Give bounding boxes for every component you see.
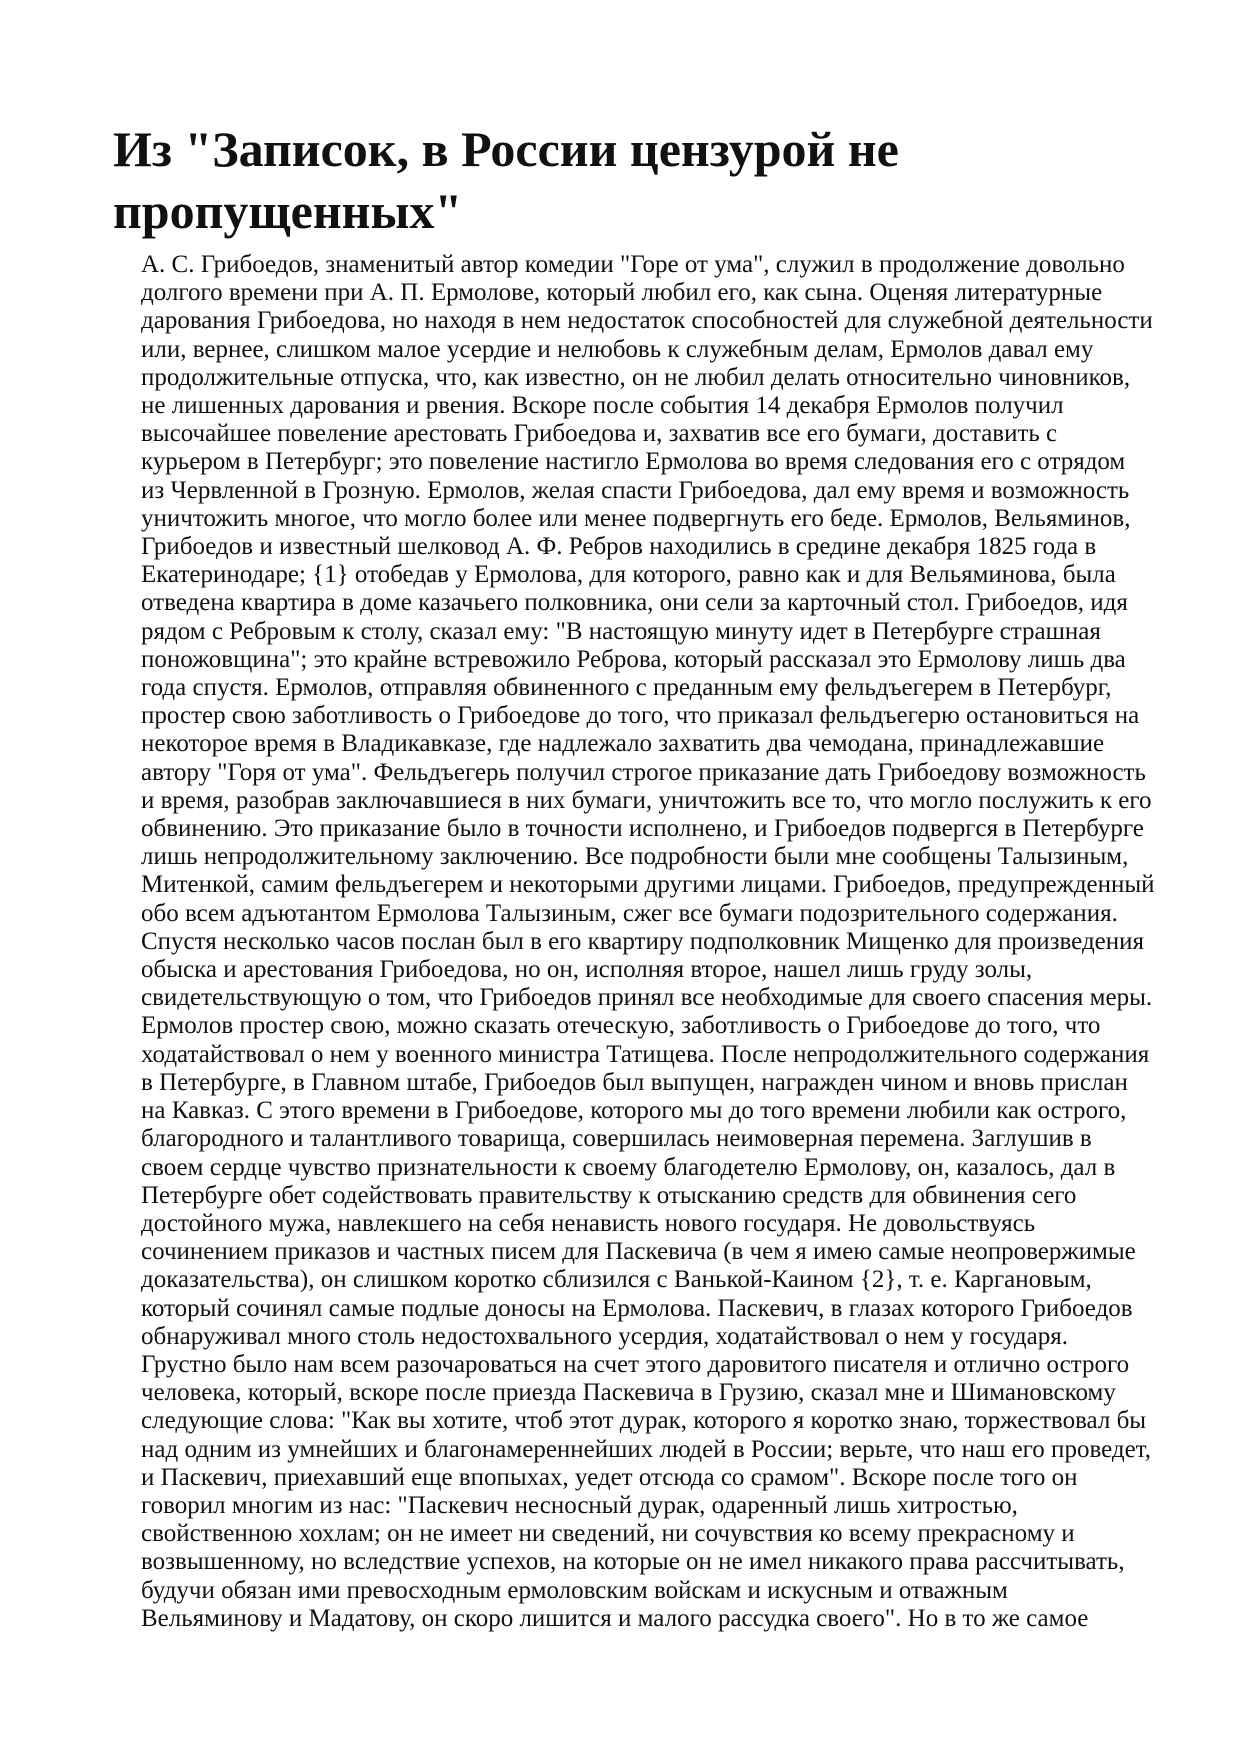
- body-line: доказательства), он слишком коротко сблизился с Ванькой-Каином {2}, т. е. Каргановым,: [141, 1266, 1092, 1294]
- body-line: обвинению. Это приказание было в точности исполнено, и Грибоедов подвергся в Петербурге: [141, 815, 1144, 843]
- title-line: пропущенных": [113, 183, 463, 239]
- body-line: на Кавказ. С этого времени в Грибоедове, которого мы до того времени любили как острого,: [141, 1097, 1127, 1125]
- body-line: продолжительные отпуска, что, как известно, он не любил делать относительно чиновников,: [141, 363, 1131, 391]
- body-line: достойного мужа, навлекшего на себя ненависть нового государя. Не довольствуясь: [141, 1209, 1036, 1237]
- body-line: некоторое время в Владикавказе, где надлежало захватить два чемодана, принадлежавшие: [141, 730, 1105, 758]
- body-line: в Петербурге, в Главном штабе, Грибоедов был выпущен, награжден чином и вновь прислан: [141, 1068, 1128, 1096]
- body-line: Ермолов простер свою, можно сказать отеческую, заботливость о Грибоедове до того, что: [141, 1012, 1101, 1040]
- body-line: высочайшее повеление арестовать Грибоедова и, захватив все его бумаги, доставить с: [141, 420, 1058, 448]
- body-line: благородного и талантливого товарища, совершилась неимоверная перемена. Заглушив в: [141, 1125, 1092, 1153]
- document-body: [141, 251, 1155, 1633]
- body-line: из Червленной в Грозную. Ермолов, желая спасти Грибоедова, дал ему время и возможность: [141, 476, 1130, 504]
- body-line: рядом с Ребровым к столу, сказал ему: "В настоящую минуту идет в Петербурге страшная: [141, 617, 1101, 645]
- body-line: обо всем адъютантом Ермолова Талызиным, сжег все бумаги подозрительного содержания.: [141, 899, 1118, 927]
- body-line: и Паскевич, приехавший еще впопыхах, уедет отсюда со срамом". Вскоре после того он: [141, 1463, 1078, 1491]
- body-line: курьером в Петербург; это повеление настигло Ермолова во время следования его с отрядом: [141, 448, 1126, 476]
- body-line: сочинением приказов и частных писем для Паскевича (в чем я имею самые неопровержимые: [141, 1238, 1136, 1266]
- body-line: уничтожить многое, что могло более или менее подвергнуть его беде. Ермолов, Вельяминов,: [141, 504, 1131, 532]
- body-line: лишь непродолжительному заключению. Все подробности были мне сообщены Талызиным,: [141, 843, 1129, 871]
- body-line: А. С. Грибоедов, знаменитый автор комедии "Горе от ума", служил в продолжение довольно: [141, 251, 1125, 278]
- body-line: отведена квартира в доме казачьего полковника, они сели за карточный стол. Грибоедов, идя: [141, 589, 1128, 617]
- body-line: или, вернее, слишком малое усердие и нелюбовь к служебным делам, Ермолов давал ему: [141, 335, 1094, 363]
- body-line: обнаруживал много столь недостохвального усердия, ходатайствовал о нем у государя.: [141, 1322, 1068, 1350]
- body-line: автору "Горя от ума". Фельдъегерь получил строгое приказание дать Грибоедову возможность: [141, 758, 1146, 786]
- body-line: не лишенных дарования и рвения. Вскоре после события 14 декабря Ермолов получил: [141, 392, 1064, 420]
- body-line: Грибоедов и известный шелковод А. Ф. Ребров находились в средине декабря 1825 года в: [141, 533, 1097, 561]
- body-line: Спустя несколько часов послан был в его квартиру подполковник Мищенко для произведения: [141, 927, 1145, 955]
- body-line: говорил многим из нас: "Паскевич несносный дурак, одаренный лишь хитростью,: [141, 1491, 1018, 1519]
- body-line: возвышенному, но вследствие успехов, на которые он не имел никакого права рассчитывать,: [141, 1548, 1125, 1576]
- body-line: Митенкой, самим фельдъегерем и некоторыми другими лицами. Грибоедов, предупрежденный: [141, 871, 1155, 899]
- body-line: обыска и арестования Грибоедова, но он, исполняя второе, нашел лишь груду золы,: [141, 956, 1033, 984]
- body-line: Вельяминову и Мадатову, он скоро лишится и малого рассудка своего". Но в то же самое: [141, 1604, 1089, 1632]
- body-line: Екатеринодаре; {1} отобедав у Ермолова, для которого, равно как и для Вельяминова, была: [141, 561, 1116, 589]
- body-line: следующие слова: "Как вы хотите, чтоб этот дурак, которого я коротко знаю, торжествовал бы: [141, 1407, 1147, 1435]
- body-line: свойственною хохлам; он не имеет ни сведений, ни сочувствия ко всему прекрасному и: [141, 1520, 1075, 1548]
- body-line: Грустно было нам всем разочароваться на счет этого даровитого писателя и отлично острого: [141, 1350, 1130, 1378]
- body-line: над одним из умнейших и благонамереннейших людей в России; верьте, что наш его проведет,: [141, 1435, 1151, 1463]
- body-line: года спустя. Ермолов, отправляя обвиненного с преданным ему фельдъегерем в Петербург,: [141, 674, 1112, 702]
- body-line: и время, разобрав заключавшиеся в них бумаги, уничтожить все то, что могло послужить к его: [141, 786, 1152, 814]
- body-line: долгого времени при А. П. Ермолове, который любил его, как сына. Оценяя литературные: [141, 279, 1103, 307]
- body-line: дарования Грибоедова, но находя в нем недостаток способностей для служебной деятельности: [141, 307, 1153, 335]
- body-line: простер свою заботливость о Грибоедове до того, что приказал фельдъегерю остановиться на: [141, 702, 1140, 730]
- body-line: человека, который, вскоре после приезда Паскевича в Грузию, сказал мне и Шимановскому: [141, 1379, 1116, 1407]
- body-line: будучи обязан ими превосходным ермоловским войскам и искусным и отважным: [141, 1576, 1008, 1604]
- title-line: Из "Записок, в России цензурой не: [113, 121, 899, 177]
- body-line: поножовщина"; это крайне встревожило Реброва, который рассказал это Ермолову лишь два: [141, 645, 1126, 673]
- body-line: свидетельствующую о том, что Грибоедов принял все необходимые для своего спасения меры.: [141, 984, 1153, 1012]
- body-line: ходатайствовал о нем у военного министра Татищева. После непродолжительного содержания: [141, 1040, 1150, 1068]
- body-line: своем сердце чувство признательности к своему благодетелю Ермолову, он, казалось, дал в: [141, 1153, 1116, 1181]
- document-title: [113, 118, 1153, 242]
- body-line: Петербурге обет содействовать правительству к отысканию средств для обвинения сего: [141, 1181, 1077, 1209]
- body-line: который сочинял самые подлые доносы на Ермолова. Паскевич, в глазах которого Грибоедов: [141, 1294, 1133, 1322]
